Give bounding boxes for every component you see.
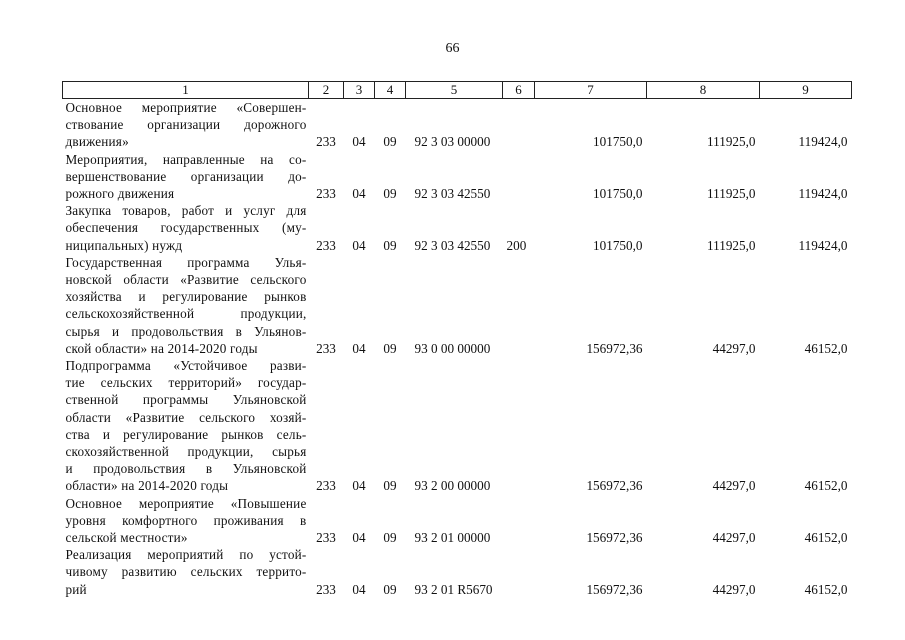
amount-col9-cell: 119424,0 (798, 134, 848, 150)
target-article-cell: 92 3 03 42550 (414, 237, 491, 253)
header-col-3: 3 (344, 82, 375, 99)
item-name-cell (63, 202, 309, 254)
item-name-line: рожного движения (65, 186, 175, 202)
target-article-cell: 93 2 00 00000 (414, 478, 491, 494)
grbs-cell: 233 (316, 530, 336, 546)
section-cell: 04 (352, 186, 366, 202)
item-name-line: сельской местности» (65, 530, 188, 546)
item-name-line: области» на 2014-2020 годы (65, 478, 229, 494)
amount-col9-cell: 46152,0 (804, 530, 848, 546)
table-row (63, 151, 852, 203)
grbs-cell: 233 (316, 186, 336, 202)
item-name-line: чивому развитию сельских террито- (65, 564, 307, 580)
amount-col7-cell: 156972,36 (586, 478, 643, 494)
item-name-line: ниципальных) нужд (65, 237, 183, 253)
amount-col7-cell: 101750,0 (593, 134, 643, 150)
target-article-cell: 93 0 00 00000 (414, 340, 491, 356)
amount-col9-cell: 119424,0 (798, 237, 848, 253)
item-name-line: сырья и продовольствия в Ульянов- (65, 323, 307, 339)
item-name-line: Мероприятия, направленные на со- (65, 151, 307, 167)
item-name-line: новской области «Развитие сельского (65, 272, 307, 288)
expense-type-cell (503, 546, 535, 598)
item-name-line: скохозяйственной продукции, сырья (65, 444, 307, 460)
table-row (63, 99, 852, 151)
grbs-cell: 233 (316, 237, 336, 253)
item-name-line: Основное мероприятие «Повышение (65, 495, 307, 511)
item-name-cell (63, 546, 309, 598)
item-name-line: ской области» на 2014-2020 годы (65, 340, 258, 356)
amount-col8-cell: 44297,0 (712, 530, 756, 546)
amount-col8-cell: 44297,0 (712, 340, 756, 356)
item-name-line: движения» (65, 134, 129, 150)
expense-type-cell (503, 357, 535, 495)
section-cell: 04 (352, 134, 366, 150)
item-name-line: и продовольствия в Ульяновской (65, 461, 307, 477)
target-article-cell: 92 3 03 00000 (414, 134, 491, 150)
target-article-cell: 92 3 03 42550 (414, 186, 491, 202)
grbs-cell: 233 (316, 340, 336, 356)
header-col-1: 1 (63, 82, 309, 99)
item-name-cell (63, 151, 309, 203)
grbs-cell: 233 (316, 581, 336, 597)
amount-col8-cell: 111925,0 (707, 134, 756, 150)
amount-col7-cell: 101750,0 (593, 237, 643, 253)
header-col-9: 9 (760, 82, 852, 99)
item-name-line: вершенствование организации до- (65, 168, 307, 184)
section-cell: 04 (352, 581, 366, 597)
expense-type-cell: 200 (506, 237, 527, 253)
budget-table (62, 81, 852, 598)
subsection-cell: 09 (383, 237, 397, 253)
item-name-line: обеспечения государственных (му- (65, 220, 307, 236)
expense-type-cell (503, 495, 535, 547)
expense-type-cell (503, 254, 535, 357)
item-name-line: тие сельских территорий» государ- (65, 375, 307, 391)
table-row (63, 254, 852, 357)
subsection-cell: 09 (383, 530, 397, 546)
item-name-line: ства и регулирование рынков сель- (65, 426, 307, 442)
item-name-cell (63, 495, 309, 547)
item-name-line: ственной программы Ульяновской (65, 392, 307, 408)
amount-col7-cell: 101750,0 (593, 186, 643, 202)
header-col-8: 8 (647, 82, 760, 99)
item-name-line: рий (65, 581, 87, 597)
amount-col9-cell: 46152,0 (804, 340, 848, 356)
table-row (63, 495, 852, 547)
subsection-cell: 09 (383, 581, 397, 597)
expense-type-cell (503, 99, 535, 151)
grbs-cell: 233 (316, 134, 336, 150)
amount-col7-cell: 156972,36 (586, 530, 643, 546)
item-name-line: Реализация мероприятий по устой- (65, 547, 307, 563)
header-col-4: 4 (375, 82, 406, 99)
item-name-line: сельскохозяйственной продукции, (65, 306, 307, 322)
table-row (63, 546, 852, 598)
amount-col8-cell: 111925,0 (707, 186, 756, 202)
section-cell: 04 (352, 340, 366, 356)
amount-col8-cell: 111925,0 (707, 237, 756, 253)
header-col-5: 5 (406, 82, 503, 99)
section-cell: 04 (352, 478, 366, 494)
target-article-cell: 93 2 01 R5670 (414, 581, 493, 597)
item-name-line: Подпрограмма «Устойчивое разви- (65, 358, 307, 374)
table-row (63, 357, 852, 495)
item-name-line: хозяйства и регулирование рынков (65, 289, 307, 305)
table-body (63, 99, 852, 598)
section-cell: 04 (352, 530, 366, 546)
amount-col9-cell: 119424,0 (798, 186, 848, 202)
header-col-2: 2 (309, 82, 344, 99)
section-cell: 04 (352, 237, 366, 253)
amount-col7-cell: 156972,36 (586, 581, 643, 597)
item-name-line: Государственная программа Улья- (65, 254, 307, 270)
subsection-cell: 09 (383, 340, 397, 356)
target-article-cell: 93 2 01 00000 (414, 530, 491, 546)
expense-type-cell (503, 151, 535, 203)
amount-col8-cell: 44297,0 (712, 478, 756, 494)
amount-col7-cell: 156972,36 (586, 340, 643, 356)
grbs-cell: 233 (316, 478, 336, 494)
amount-col9-cell: 46152,0 (804, 581, 848, 597)
amount-col8-cell: 44297,0 (712, 581, 756, 597)
item-name-cell (63, 357, 309, 495)
subsection-cell: 09 (383, 134, 397, 150)
header-col-7: 7 (535, 82, 647, 99)
item-name-line: уровня комфортного проживания в (65, 512, 307, 528)
item-name-line: ствование организации дорожного (65, 117, 307, 133)
item-name-line: Основное мероприятие «Совершен- (65, 100, 307, 115)
subsection-cell: 09 (383, 186, 397, 202)
amount-col9-cell: 46152,0 (804, 478, 848, 494)
header-col-6: 6 (503, 82, 535, 99)
item-name-cell (63, 254, 309, 357)
item-name-cell (63, 99, 309, 151)
item-name-line: области «Развитие сельского хозяй- (65, 409, 307, 425)
item-name-line: Закупка товаров, работ и услуг для (65, 203, 307, 219)
table-header (63, 82, 852, 99)
page-number: 66 (445, 41, 460, 56)
subsection-cell: 09 (383, 478, 397, 494)
table-row (63, 202, 852, 254)
